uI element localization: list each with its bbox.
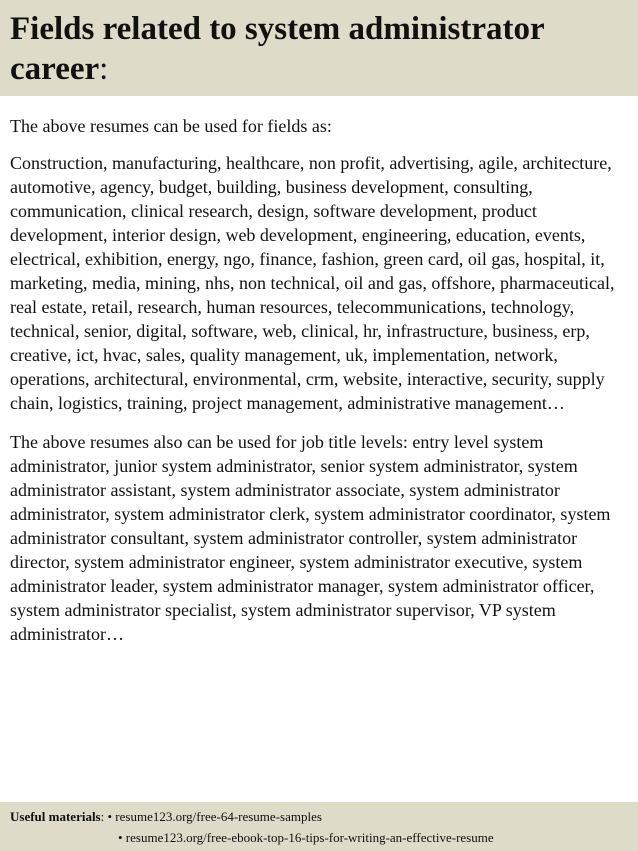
fields-intro: The above resumes can be used for fields as: [10, 116, 332, 136]
fields-list: Construction, manufacturing, healthcare, non profit, advertising, agile, architecture, automotive, agency, budget, building, business development, consulting, communication, clinical research, design, software development, product development, interior design, web development, engineering, education, events, electrical, exhibition, energy, ngo, finance, fashion, green card, oil gas, hospital, it, marketing, media, mining, nhs, non technical, oil and gas, offshore, pharmaceutical, real estate, retail, research, human resources, telecommunications, technology, technical, senior, digital, software, web, clinical, hr, infrastructure, business, erp, creative, ict, hvac, sales, quality management, uk, implementation, network, operations, architectural, environmental, crm, website, interactive, security, supply chain, logistics, training, project management, administrative management… [10, 153, 615, 413]
footer-row-1 [10, 806, 638, 827]
useful-materials-colon: : [100, 809, 105, 824]
useful-materials-footer [0, 802, 638, 851]
resource-link-samples[interactable]: • resume123.org/free-64-resume-samples [107, 809, 322, 824]
footer-row-2 [10, 827, 638, 848]
page-title-text: Fields related to system administrator career [10, 11, 545, 87]
page-title [10, 9, 628, 89]
page-title-colon: : [99, 51, 109, 87]
resource-link-ebook[interactable]: • resume123.org/free-ebook-top-16-tips-for-writing-an-effective-resume [118, 830, 494, 845]
content-area [10, 114, 630, 646]
job-title-levels: The above resumes also can be used for job title levels: entry level system administrator, junior system administrator, senior system administrator, system administrator assistant, system administrator associate, system administrator administrator, system administrator clerk, system administrator coordinator, system administrator consultant, system administrator controller, system administrator director, system administrator engineer, system administrator executive, system administrator leader, system administrator manager, system administrator officer, system administrator specialist, system administrator supervisor, VP system administrator… [10, 432, 611, 644]
title-banner [0, 0, 638, 96]
useful-materials-label: Useful materials [10, 809, 101, 824]
